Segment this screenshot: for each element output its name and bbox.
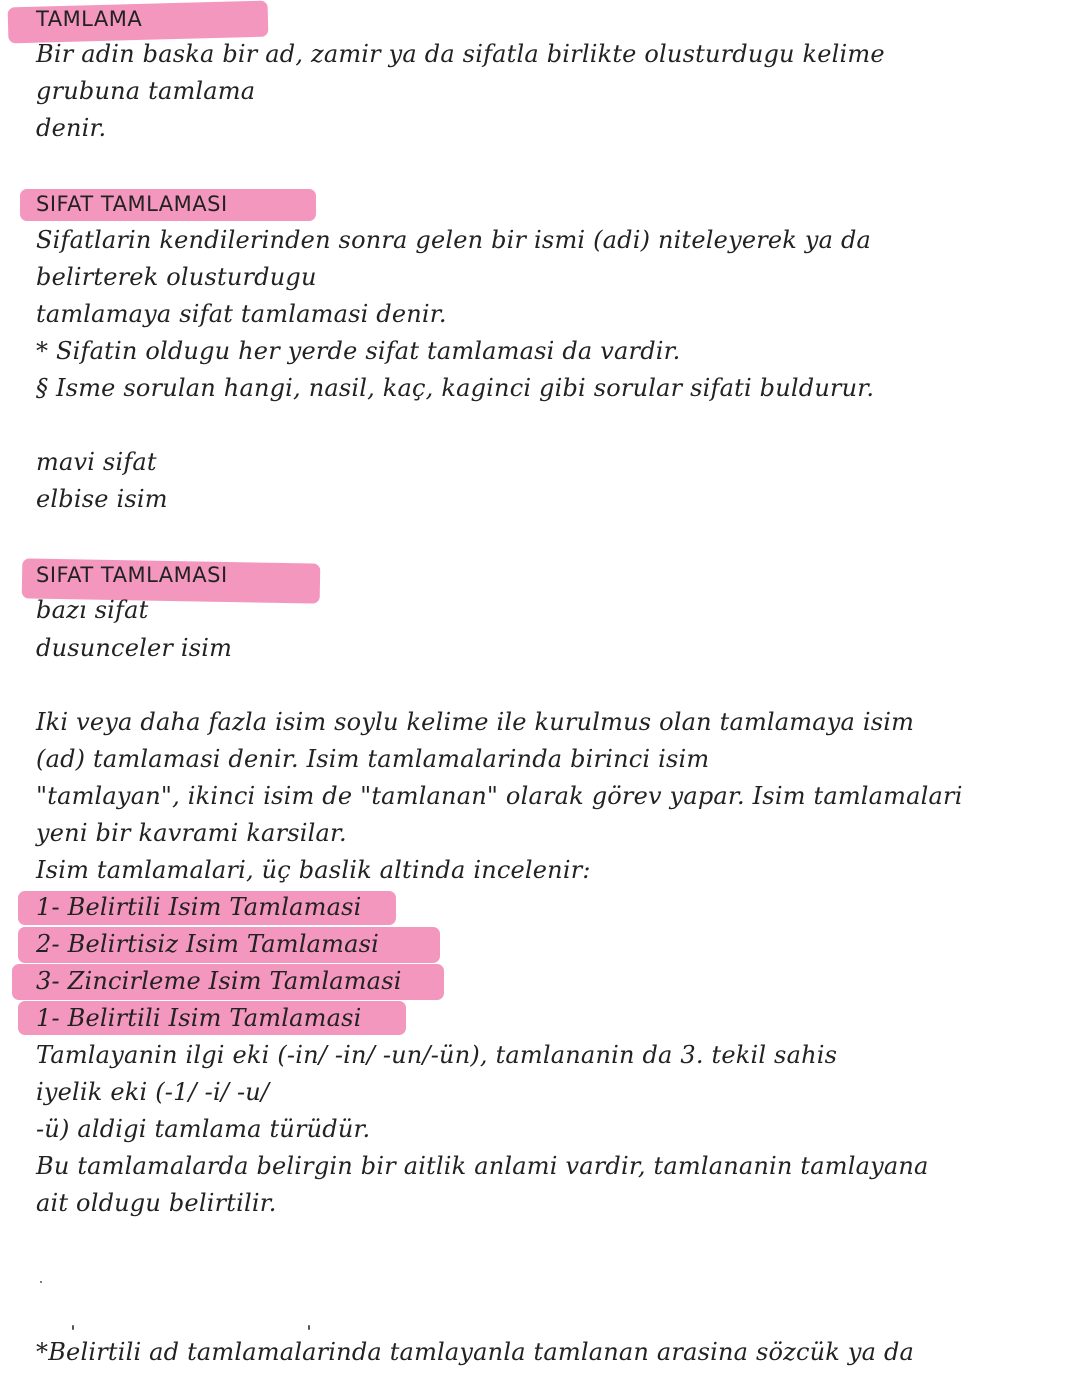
tamlama-def-line: grubuna tamlama	[36, 77, 256, 105]
tamlama-def-line: Bir adin baska bir ad, zamir ya da sifatla birlikte olusturdugu kelime	[36, 40, 885, 68]
sifat-def-line: Sifatlarin kendilerinden sonra gelen bir ismi (adi) niteleyerek ya da	[36, 226, 872, 254]
footer-note: *Belirtili ad tamlamalarinda tamlayanla tamlanan arasina sözcük ya da	[36, 1338, 915, 1366]
sifat-def-line: * Sifatin oldugu her yerde sifat tamlamasi da vardir.	[36, 337, 681, 365]
pen-mark	[308, 1325, 310, 1330]
belirtili-def-line: -ü) aldigi tamlama türüdür.	[36, 1115, 371, 1143]
belirtili-def-line: ait oldugu belirtilir.	[36, 1189, 277, 1217]
belirtili-def-line: iyelik eki (-1/ -i/ -u/	[36, 1078, 270, 1106]
type-list-item: 1- Belirtili Isim Tamlamasi	[36, 893, 362, 921]
heading-belirtili: 1- Belirtili Isim Tamlamasi	[36, 1004, 362, 1032]
tamlama-def-line: denir.	[36, 114, 107, 142]
isim-def-line: "tamlayan", ikinci isim de "tamlanan" olarak görev yapar. Isim tamlamalari	[36, 782, 963, 810]
sifat-def-line: tamlamaya sifat tamlamasi denir.	[36, 300, 447, 328]
type-list-item: 2- Belirtisiz Isim Tamlamasi	[36, 930, 379, 958]
heading-tamlama: TAMLAMA	[36, 7, 143, 31]
example-line: elbise isim	[36, 485, 168, 513]
isim-def-line: Iki veya daha fazla isim soylu kelime ile kurulmus olan tamlamaya isim	[36, 708, 915, 736]
heading-sifat-tamlamasi: SIFAT TAMLAMASI	[36, 563, 228, 587]
sifat-def-line: belirterek olusturdugu	[36, 263, 317, 291]
heading-sifat-tamlamasi: SIFAT TAMLAMASI	[36, 192, 228, 216]
example-line: bazı sifat	[36, 596, 149, 624]
belirtili-def-line: Tamlayanin ilgi eki (-in/ -in/ -un/-ün), tamlananin da 3. tekil sahis	[36, 1041, 838, 1069]
pen-mark	[72, 1325, 74, 1330]
pen-mark	[40, 1281, 42, 1283]
example-line: dusunceler isim	[36, 634, 233, 662]
example-line: mavi sifat	[36, 448, 157, 476]
type-list-item: 3- Zincirleme Isim Tamlamasi	[36, 967, 402, 995]
isim-def-line: Isim tamlamalari, üç baslik altinda incelenir:	[36, 856, 591, 884]
belirtili-def-line: Bu tamlamalarda belirgin bir aitlik anlami vardir, tamlananin tamlayana	[36, 1152, 929, 1180]
sifat-def-line: § Isme sorulan hangi, nasil, kaç, kaginci gibi sorular sifati buldurur.	[36, 374, 875, 402]
isim-def-line: (ad) tamlamasi denir. Isim tamlamalarinda birinci isim	[36, 745, 710, 773]
isim-def-line: yeni bir kavrami karsilar.	[36, 819, 347, 847]
